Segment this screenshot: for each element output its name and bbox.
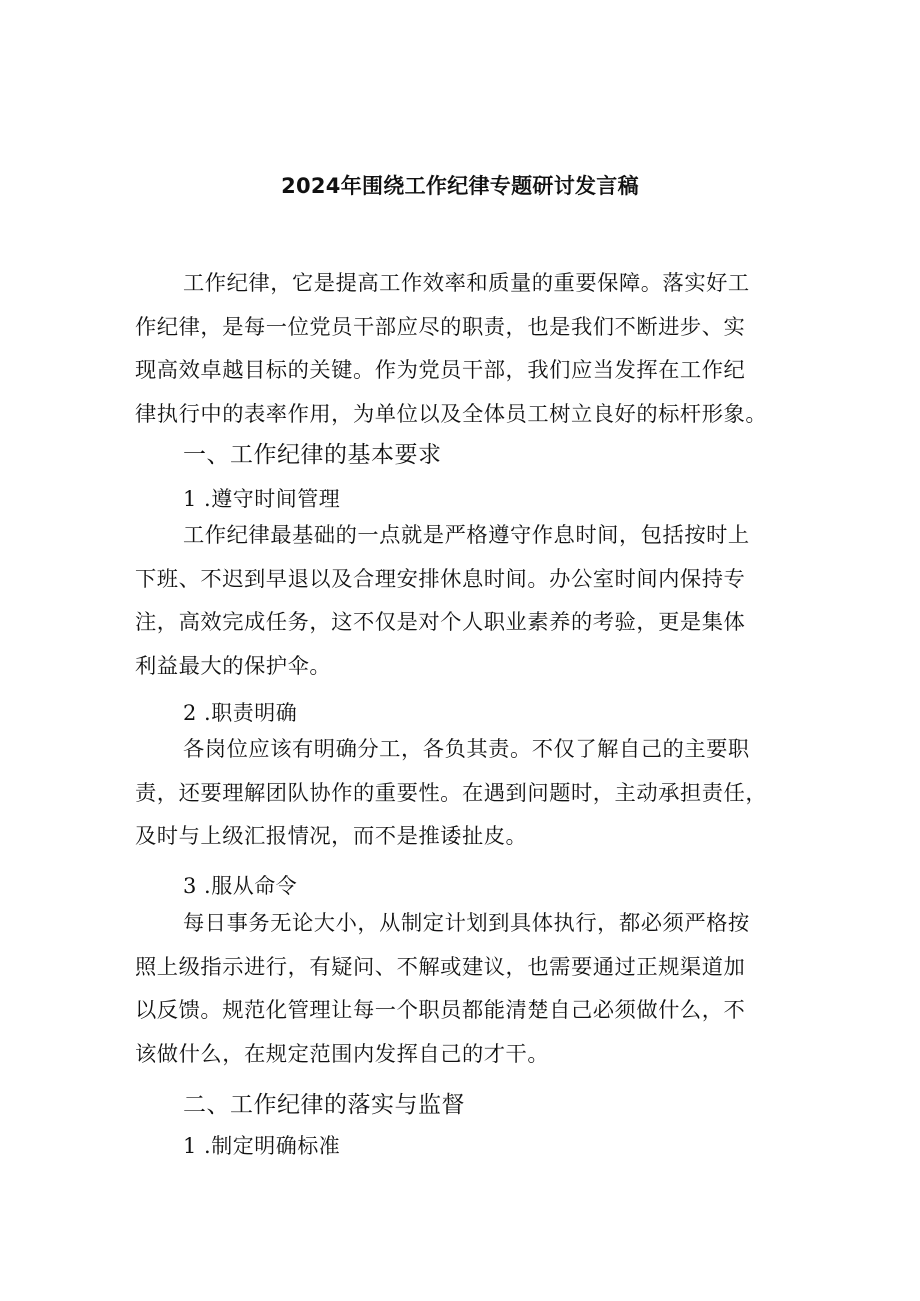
- section-2-heading: 二、工作纪律的落实与监督: [183, 1092, 465, 1118]
- s1-i1-line-2: 下班、不迟到早退以及合理安排休息时间。办公室时间内保持专: [135, 566, 746, 592]
- section-1-heading: 一、工作纪律的基本要求: [183, 442, 442, 468]
- section-2-item-1-label: 1 .制定明确标准: [183, 1134, 341, 1158]
- s1-i3-line-2: 照上级指示进行，有疑问、不解或建议，也需要通过正规渠道加: [135, 954, 746, 980]
- section-1-item-3-label: 3 .服从命令: [183, 874, 298, 898]
- intro-line-4: 律执行中的表率作用，为单位以及全体员工树立良好的标杆形象。: [135, 401, 768, 427]
- intro-line-1: 工作纪律，它是提高工作效率和质量的重要保障。落实好工: [183, 271, 750, 296]
- section-1-item-1-paragraph: [135, 514, 785, 688]
- s1-i2-line-1: 各岗位应该有明确分工，各负其责。不仅了解自己的主要职: [183, 737, 750, 762]
- s1-i1-line-4: 利益最大的保护伞。: [135, 653, 332, 679]
- intro-line-3: 现高效卓越目标的关键。作为党员干部，我们应当发挥在工作纪: [135, 358, 746, 383]
- section-1-item-3-paragraph: [135, 902, 785, 1076]
- s1-i1-line-3: 注，高效完成任务，这不仅是对个人职业素养的考验，更是集体: [135, 610, 746, 635]
- s1-i2-line-2: 责，还要理解团队协作的重要性。在遇到问题时，主动承担责任，: [135, 780, 768, 806]
- s1-i3-line-4: 该做什么，在规定范围内发挥自己的才干。: [135, 1041, 550, 1067]
- section-1-item-1-label: 1 .遵守时间管理: [183, 487, 341, 511]
- intro-line-2: 作纪律，是每一位党员干部应尽的职责，也是我们不断进步、实: [135, 314, 746, 340]
- section-1-item-2-paragraph: [135, 728, 785, 859]
- s1-i3-line-1: 每日事务无论大小，从制定计划到具体执行，都必须严格按: [183, 911, 750, 936]
- s1-i2-line-3: 及时与上级汇报情况，而不是推诿扯皮。: [135, 824, 528, 849]
- intro-paragraph: [135, 262, 785, 436]
- s1-i3-line-3: 以反馈。规范化管理让每一个职员都能清楚自己必须做什么，不: [135, 998, 746, 1023]
- section-1-item-2-label: 2 .职责明确: [183, 701, 298, 725]
- s1-i1-line-1: 工作纪律最基础的一点就是严格遵守作息时间，包括按时上: [183, 523, 750, 548]
- document-title: 2024年围绕工作纪律专题研讨发言稿: [281, 174, 639, 198]
